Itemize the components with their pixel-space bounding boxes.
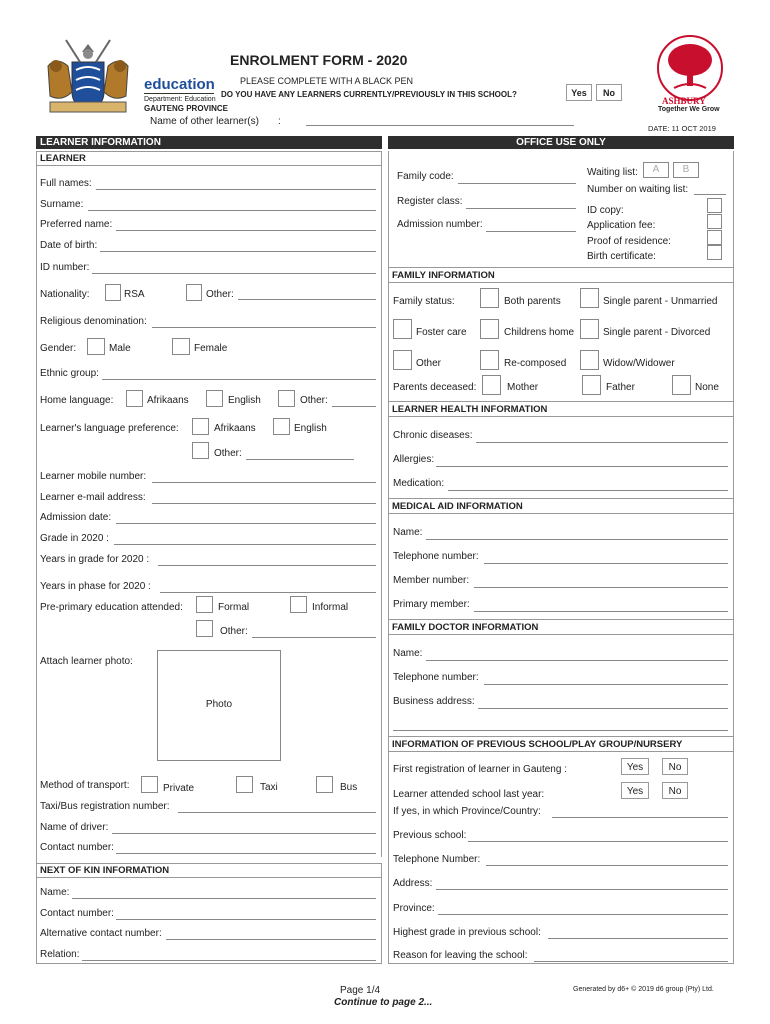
kin-name-input[interactable] xyxy=(72,898,376,899)
language-pref-afrikaans-label: Afrikaans xyxy=(214,423,256,434)
dept-province: GAUTENG PROVINCE xyxy=(144,104,229,113)
family-info-header: FAMILY INFORMATION xyxy=(392,270,495,281)
nationality-rsa-label: RSA xyxy=(124,289,145,300)
learner-subheader: LEARNER xyxy=(36,151,382,165)
nationality-other-label: Other: xyxy=(206,289,234,300)
health-header-top xyxy=(388,401,734,402)
id-number-input[interactable] xyxy=(92,273,376,274)
years-grade-input[interactable] xyxy=(158,565,376,566)
next-of-kin-header: NEXT OF KIN INFORMATION xyxy=(36,863,382,878)
prev-province2-label: Province: xyxy=(393,903,435,914)
register-class-input[interactable] xyxy=(466,208,576,209)
id-number-label: ID number: xyxy=(40,262,90,273)
family-code-input[interactable] xyxy=(458,183,576,184)
doctor-telephone-label: Telephone number: xyxy=(393,672,479,683)
family-status-label: Family status: xyxy=(393,296,455,307)
family-doctor-header: FAMILY DOCTOR INFORMATION xyxy=(392,622,539,633)
nationality-rsa-checkbox[interactable] xyxy=(105,284,121,301)
driver-label: Name of driver: xyxy=(40,822,109,833)
deceased-father-checkbox[interactable] xyxy=(582,375,601,395)
form-date: DATE: 11 OCT 2019 xyxy=(648,124,716,133)
id-copy-checkbox[interactable] xyxy=(707,198,722,213)
family-widow-checkbox[interactable] xyxy=(580,350,599,370)
ethnic-input[interactable] xyxy=(102,379,376,380)
email-input[interactable] xyxy=(152,503,376,504)
primary-member-label: Primary member: xyxy=(393,599,470,610)
member-number-label: Member number: xyxy=(393,575,470,586)
other-learner-input[interactable] xyxy=(306,125,574,126)
attended-yes[interactable]: Yes xyxy=(621,782,649,799)
pre-primary-other-checkbox[interactable] xyxy=(196,620,213,637)
photo-box[interactable] xyxy=(157,650,281,761)
existing-learners-question: DO YOU HAVE ANY LEARNERS CURRENTLY/PREVIOUSLY IN THIS SCHOOL? xyxy=(221,90,517,99)
prev-school-label: Previous school: xyxy=(393,830,467,841)
highest-grade-label: Highest grade in previous school: xyxy=(393,927,541,938)
family-header-top xyxy=(388,267,734,268)
right-box-right xyxy=(733,151,734,963)
family-both-checkbox[interactable] xyxy=(480,288,499,308)
family-single-unmarried-label: Single parent - Unmarried xyxy=(603,296,718,307)
page-number: Page 1/4 xyxy=(340,985,381,996)
home-language-english-label: English xyxy=(228,395,261,406)
photo-placeholder-text: Photo xyxy=(205,699,233,710)
waiting-list-a-checkbox[interactable] xyxy=(643,162,669,178)
family-other-checkbox[interactable] xyxy=(393,350,412,370)
kin-name-label: Name: xyxy=(40,887,70,898)
home-language-label: Home language: xyxy=(40,395,114,406)
grade-label: Grade in 2020 : xyxy=(40,533,109,544)
kin-contact-input[interactable] xyxy=(116,919,376,920)
family-single-divorced-checkbox[interactable] xyxy=(580,319,599,339)
office-use-bar xyxy=(388,136,734,149)
gender-label: Gender: xyxy=(40,343,77,354)
home-language-other-label: Other: xyxy=(300,395,328,406)
kin-relation-label: Relation: xyxy=(40,949,80,960)
office-use-title: OFFICE USE ONLY xyxy=(516,137,606,148)
transport-private-label: Private xyxy=(163,783,195,794)
home-language-english-checkbox[interactable] xyxy=(206,390,223,407)
transport-taxi-label: Taxi xyxy=(260,782,278,793)
pre-primary-formal-checkbox[interactable] xyxy=(196,596,213,613)
gender-male-label: Male xyxy=(109,343,131,354)
doctor-header-bottom xyxy=(388,634,734,635)
school-name: ASHBURY xyxy=(662,96,706,106)
doctor-name-input[interactable] xyxy=(426,660,728,661)
attended-label: Learner attended school last year: xyxy=(393,789,545,800)
pre-primary-informal-checkbox[interactable] xyxy=(290,596,307,613)
full-names-label: Full names: xyxy=(40,178,92,189)
driver-contact-label: Contact number: xyxy=(40,842,114,853)
first-reg-label: First registration of learner in Gauteng : xyxy=(393,764,567,775)
grade-input[interactable] xyxy=(114,544,376,545)
home-language-afrikaans-label: Afrikaans xyxy=(147,395,189,406)
ethnic-label: Ethnic group: xyxy=(40,368,99,379)
driver-contact-input[interactable] xyxy=(116,853,376,854)
number-waiting-label: Number on waiting list: xyxy=(587,184,689,195)
prev-telephone-input[interactable] xyxy=(486,865,728,866)
existing-learners-yes[interactable]: Yes xyxy=(566,84,592,101)
transport-label: Method of transport: xyxy=(40,780,130,791)
medical-aid-header: MEDICAL AID INFORMATION xyxy=(392,501,523,512)
proof-residence-label: Proof of residence: xyxy=(587,236,671,247)
years-phase-label: Years in phase for 2020 : xyxy=(40,581,151,592)
language-pref-other-checkbox[interactable] xyxy=(192,442,209,459)
right-box-left xyxy=(388,151,389,963)
reason-label: Reason for leaving the school: xyxy=(393,950,528,961)
email-label: Learner e-mail address: xyxy=(40,492,146,503)
prev-address-label: Address: xyxy=(393,878,433,889)
home-language-afrikaans-checkbox[interactable] xyxy=(126,390,143,407)
home-language-other-checkbox[interactable] xyxy=(278,390,295,407)
existing-learners-no[interactable]: No xyxy=(596,84,622,101)
dept-sub: Department: Education xyxy=(144,96,216,103)
nationality-label: Nationality: xyxy=(40,289,90,300)
doctor-header-top xyxy=(388,619,734,620)
learner-subheader-rule xyxy=(36,165,382,166)
kin-alt-contact-input[interactable] xyxy=(166,939,376,940)
doctor-telephone-input[interactable] xyxy=(484,684,728,685)
dept-divider xyxy=(144,93,214,94)
kin-box-bottom xyxy=(36,963,382,964)
transport-bus-checkbox[interactable] xyxy=(316,776,333,793)
family-other-label: Other xyxy=(416,358,442,369)
medication-label: Medication: xyxy=(393,478,445,489)
family-single-unmarried-checkbox[interactable] xyxy=(580,288,599,308)
surname-label: Surname: xyxy=(40,199,84,210)
language-pref-other-label: Other: xyxy=(214,448,242,459)
app-fee-checkbox[interactable] xyxy=(707,214,722,229)
deceased-none-checkbox[interactable] xyxy=(672,375,691,395)
full-names-input[interactable] xyxy=(96,189,376,190)
prev-header-top xyxy=(388,736,734,737)
reason-input[interactable] xyxy=(534,961,728,962)
learner-box-left xyxy=(36,151,37,963)
admission-number-input[interactable] xyxy=(486,231,576,232)
deceased-father-label: Father xyxy=(606,382,635,393)
medical-telephone-label: Telephone number: xyxy=(393,551,479,562)
nationality-other-input[interactable] xyxy=(238,299,376,300)
religious-input[interactable] xyxy=(152,327,376,328)
number-waiting-input[interactable] xyxy=(694,194,726,195)
driver-input[interactable] xyxy=(112,833,376,834)
prev-school-header: INFORMATION OF PREVIOUS SCHOOL/PLAY GROUP/NURSERY xyxy=(392,739,683,750)
page-title: ENROLMENT FORM - 2020 xyxy=(230,52,408,68)
admission-date-input[interactable] xyxy=(116,523,376,524)
family-both-label: Both parents xyxy=(504,296,561,307)
preferred-name-label: Preferred name: xyxy=(40,219,113,230)
doctor-address-input-1[interactable] xyxy=(478,708,728,709)
coat-of-arms-logo xyxy=(36,36,140,120)
birth-cert-label: Birth certificate: xyxy=(587,251,656,262)
kin-alt-contact-label: Alternative contact number: xyxy=(40,928,162,939)
family-foster-checkbox[interactable] xyxy=(393,319,412,339)
family-recomposed-label: Re-composed xyxy=(504,358,567,369)
transport-private-checkbox[interactable] xyxy=(141,776,158,793)
instruction-text: PLEASE COMPLETE WITH A BLACK PEN xyxy=(240,76,414,86)
proof-residence-checkbox[interactable] xyxy=(707,230,722,245)
family-header-bottom xyxy=(388,282,734,283)
other-learner-label: Name of other learner(s) xyxy=(150,116,259,127)
family-childrens-home-checkbox[interactable] xyxy=(480,319,499,339)
surname-input[interactable] xyxy=(88,210,376,211)
prev-telephone-label: Telephone Number: xyxy=(393,854,481,865)
waiting-list-label: Waiting list: xyxy=(587,167,638,178)
health-info-header: LEARNER HEALTH INFORMATION xyxy=(392,404,548,415)
prev-school-input[interactable] xyxy=(468,841,728,842)
generated-by: Generated by d6+ © 2019 d6 group (Pty) Ltd. xyxy=(573,986,714,993)
admission-date-label: Admission date: xyxy=(40,512,112,523)
pre-primary-other-input[interactable] xyxy=(252,637,376,638)
first-reg-no[interactable]: No xyxy=(662,758,688,775)
primary-member-input[interactable] xyxy=(474,611,728,612)
doctor-name-label: Name: xyxy=(393,648,423,659)
learner-box-right xyxy=(381,151,382,857)
mobile-input[interactable] xyxy=(152,482,376,483)
home-language-other-input[interactable] xyxy=(332,406,376,407)
language-pref-label: Learner's language preference: xyxy=(40,423,179,434)
family-childrens-home-label: Childrens home xyxy=(504,327,575,338)
waiting-list-b-label: B xyxy=(682,164,690,175)
prev-address-input[interactable] xyxy=(436,889,728,890)
photo-label: Attach learner photo: xyxy=(40,656,133,667)
language-pref-other-input[interactable] xyxy=(246,459,354,460)
parents-deceased-label: Parents deceased: xyxy=(393,382,477,393)
medical-telephone-input[interactable] xyxy=(484,563,728,564)
waiting-list-a-label: A xyxy=(652,164,660,175)
medical-header-top xyxy=(388,498,734,499)
family-foster-label: Foster care xyxy=(416,327,467,338)
medication-input[interactable] xyxy=(448,490,728,491)
years-phase-input[interactable] xyxy=(160,592,376,593)
waiting-list-b-checkbox[interactable] xyxy=(673,162,699,178)
attended-no[interactable]: No xyxy=(662,782,688,799)
prev-header-bottom xyxy=(388,751,734,752)
pre-primary-label: Pre-primary education attended: xyxy=(40,602,183,613)
medical-name-label: Name: xyxy=(393,527,423,538)
language-pref-english-label: English xyxy=(294,423,327,434)
chronic-input[interactable] xyxy=(476,442,728,443)
religious-label: Religious denomination: xyxy=(40,316,147,327)
nationality-other-checkbox[interactable] xyxy=(186,284,202,301)
learner-information-title: LEARNER INFORMATION xyxy=(40,137,161,148)
prev-province2-input[interactable] xyxy=(438,914,728,915)
chronic-label: Chronic diseases: xyxy=(393,430,473,441)
register-class-label: Register class: xyxy=(397,196,463,207)
family-single-divorced-label: Single parent - Divorced xyxy=(603,327,711,338)
dept-name: education xyxy=(144,76,215,93)
preferred-name-input[interactable] xyxy=(116,230,376,231)
taxi-reg-input[interactable] xyxy=(178,812,376,813)
deceased-mother-checkbox[interactable] xyxy=(482,375,501,395)
family-code-label: Family code: xyxy=(397,171,454,182)
doctor-address-label: Business address: xyxy=(393,696,475,707)
kin-relation-input[interactable] xyxy=(82,960,376,961)
dob-input[interactable] xyxy=(100,251,376,252)
kin-box-right xyxy=(381,863,382,963)
gender-female-label: Female xyxy=(194,343,228,354)
health-header-bottom xyxy=(388,416,734,417)
allergies-label: Allergies: xyxy=(393,454,435,465)
medical-name-input[interactable] xyxy=(426,539,728,540)
member-number-input[interactable] xyxy=(474,587,728,588)
app-fee-label: Application fee: xyxy=(587,220,656,231)
other-learner-colon: : xyxy=(278,116,281,127)
doctor-address-input-2[interactable] xyxy=(393,730,728,731)
kin-contact-label: Contact number: xyxy=(40,908,114,919)
learner-information-bar xyxy=(36,136,382,149)
language-pref-english-checkbox[interactable] xyxy=(273,418,290,435)
school-motto: Together We Grow xyxy=(658,106,720,113)
allergies-input[interactable] xyxy=(436,466,728,467)
deceased-none-label: None xyxy=(695,382,719,393)
years-grade-label: Years in grade for 2020 : xyxy=(40,554,150,565)
first-reg-yes[interactable]: Yes xyxy=(621,758,649,775)
language-pref-afrikaans-checkbox[interactable] xyxy=(192,418,209,435)
admission-number-label: Admission number: xyxy=(397,219,483,230)
deceased-mother-label: Mother xyxy=(507,382,539,393)
transport-bus-label: Bus xyxy=(340,782,358,793)
mobile-label: Learner mobile number: xyxy=(40,471,147,482)
birth-cert-checkbox[interactable] xyxy=(707,245,722,260)
prev-province-label: If yes, in which Province/Country: xyxy=(393,806,541,817)
family-recomposed-checkbox[interactable] xyxy=(480,350,499,370)
id-copy-label: ID copy: xyxy=(587,205,624,216)
highest-grade-input[interactable] xyxy=(548,938,728,939)
pre-primary-other-label: Other: xyxy=(220,626,248,637)
family-widow-label: Widow/Widower xyxy=(603,358,675,369)
prev-province-input[interactable] xyxy=(552,817,728,818)
right-box-bottom xyxy=(388,963,734,964)
pre-primary-formal-label: Formal xyxy=(218,602,250,613)
gender-male-checkbox[interactable] xyxy=(87,338,105,355)
gender-female-checkbox[interactable] xyxy=(172,338,190,355)
taxi-reg-label: Taxi/Bus registration number: xyxy=(40,801,170,812)
medical-header-bottom xyxy=(388,513,734,514)
pre-primary-informal-label: Informal xyxy=(312,602,349,613)
transport-taxi-checkbox[interactable] xyxy=(236,776,253,793)
dob-label: Date of birth: xyxy=(40,240,98,251)
continue-note: Continue to page 2... xyxy=(334,997,433,1008)
